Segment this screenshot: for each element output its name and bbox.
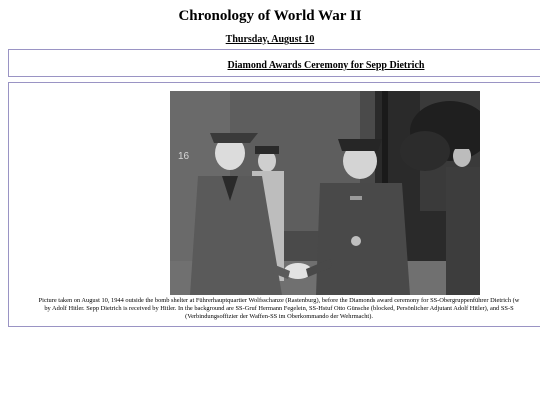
event-header-box — [8, 49, 540, 77]
photo-panel — [8, 82, 540, 327]
event-title-link[interactable]: Diamond Awards Ceremony for Sepp Dietrich — [227, 60, 425, 71]
caption-line-3: (Verbindungsoffizier der Waffen-SS im Oberkommando der Wehrmacht). — [185, 313, 373, 320]
caption-line-2: by Adolf Hitler. Sepp Dietrich is received by Hitler. In the background are SS-Gruf Hermann Fegelein, SS-Hstuf Otto Günsche (blocked, Persönlicher Adjutant Adolf Hitler), and SS-S — [44, 305, 514, 312]
caption-line-1: Picture taken on August 10, 1944 outside the bomb shelter at Führerhauptquartier Wolfsschanze (Rastenburg), before the Diamonds award ceremony for SS-Obergruppenführer Dietrich (w — [38, 297, 520, 304]
photo-caption — [9, 297, 540, 321]
photo-illustration — [170, 91, 480, 295]
historical-photo — [170, 91, 480, 295]
page-title: Chronology of World War II — [178, 8, 362, 24]
date-heading[interactable]: Thursday, August 10 — [225, 34, 315, 45]
svg-text:16: 16 — [178, 151, 190, 162]
